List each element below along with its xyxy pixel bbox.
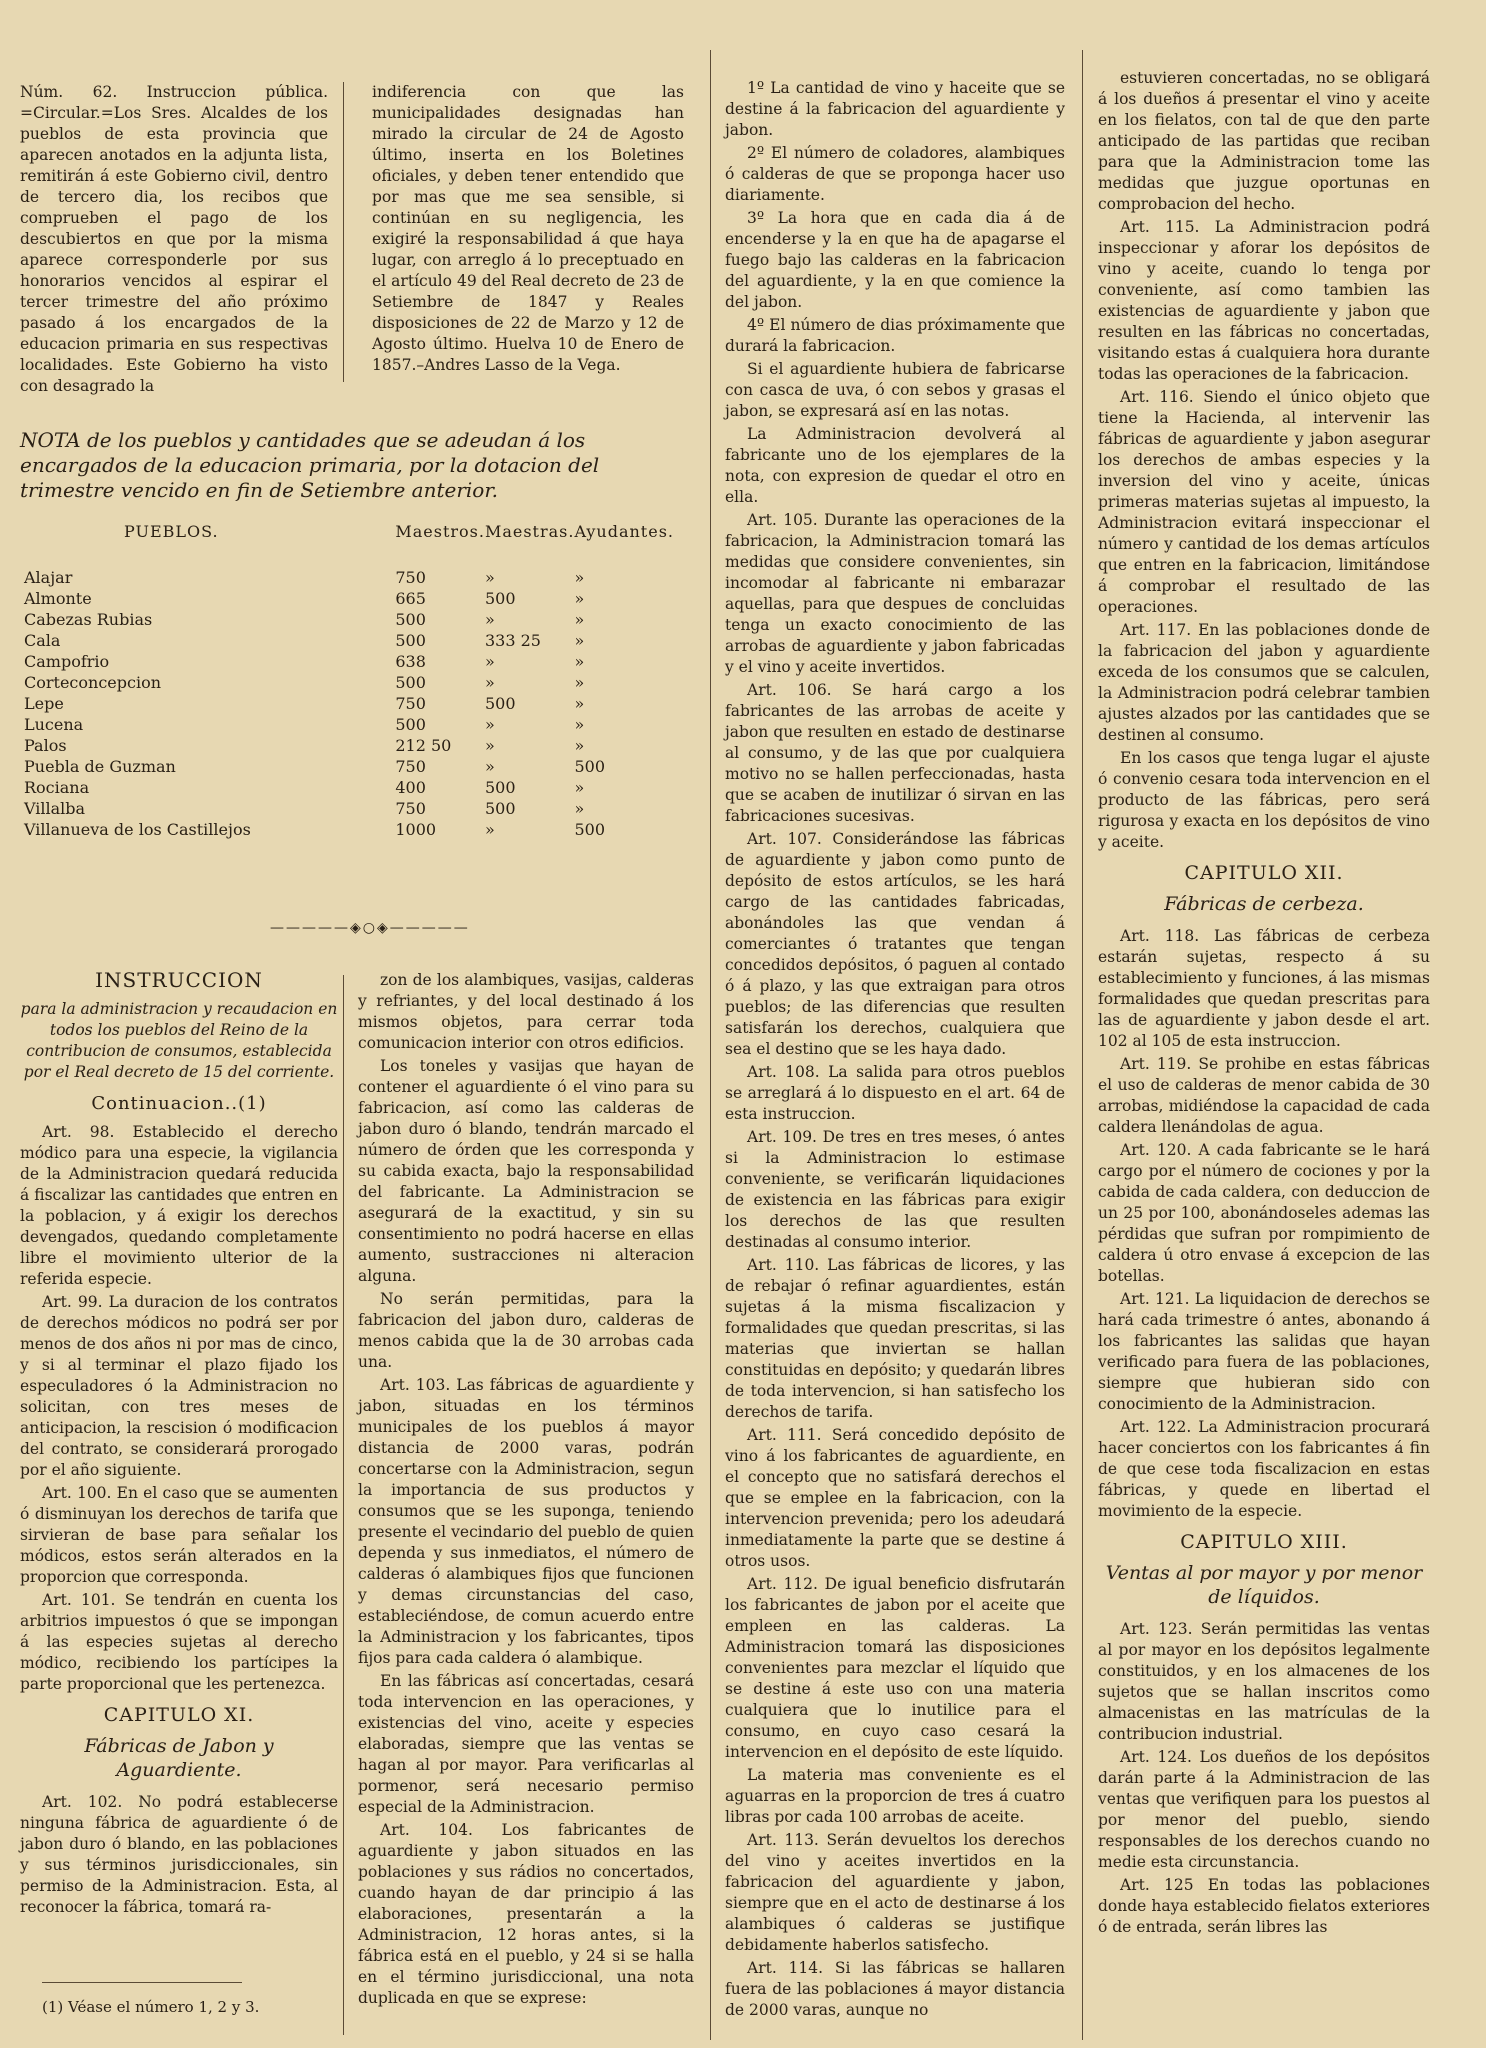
paragraph: Art. 120. A cada fabricante se le hará cargo por el número de cociones y por la cabida de cada caldera, con deduccion de un 25 por 100, abonándoseles ademas las pérdidas que sufran por rompimiento de caldera ú otro envase á excepcion de las botellas. — [1098, 1141, 1430, 1285]
maestras-cell: 500 — [484, 589, 516, 608]
table-row — [24, 735, 674, 756]
table-row — [24, 777, 674, 798]
pueblo-cell: Campofrio — [24, 652, 110, 671]
pueblo-cell: Cabezas Rubias — [24, 610, 153, 629]
maestros-cell: 750 — [395, 694, 426, 713]
maestras-cell: » — [484, 820, 495, 839]
paragraph: Art. 109. De tres en tres meses, ó antes si la Administracion lo estimase conveniente, se verificarán liquidaciones de existencia en las fábricas para exigir los derechos de las que resulten destinadas al consumo interior. — [725, 1128, 1065, 1251]
pueblo-cell: Lepe — [24, 694, 64, 713]
table-row — [24, 714, 674, 735]
pueblo-cell: Villanueva de los Castillejos — [24, 820, 251, 839]
paragraph: Art. 115. La Administracion podrá inspeccionar y aforar los depósitos de vino y aceite, cuando lo tenga por conveniente, así como tambien las existencias de aguardiente y jabon que resulten en las fábricas no concertadas, visitando estas á cualquiera hora durante todas las operaciones de la fabricacion. — [1098, 218, 1430, 383]
paragraph: Art. 98. Establecido el derecho módico para una especie, la vigilancia de la Administracion quedará reducida á fiscalizar las cantidades que entren en la poblacion, y á exigir los derechos devengados, quedando completamente libre el movimiento ulterior de la referida especie. — [20, 1123, 338, 1288]
paragraph: Art. 122. La Administracion procurará hacer conciertos con los fabricantes á fin de que cese toda fiscalizacion en estas fábricas, y quede en libertad el movimiento de la especie. — [1098, 1418, 1430, 1520]
maestras-cell: » — [484, 652, 495, 671]
instruccion-column-left — [20, 970, 338, 1920]
maestros-cell: 1000 — [395, 820, 437, 839]
paragraph: Art. 124. Los dueños de los depósitos darán parte á la Administracion de las ventas que verifiquen para los puestos al por menor del pueblo, siendo responsables de los derechos cuando no medie esta circunstancia. — [1098, 1748, 1430, 1871]
paragraph: 1º La cantidad de vino y haceite que se destine á la fabricacion del aguardiente y jabon. — [725, 79, 1065, 139]
paragraph: Art. 123. Serán permitidas las ventas al por mayor en los depósitos legalmente constituidos, y en los almacenes de los sujetos que se hallan inscritos como almacenistas en las matrículas de la contribucion industrial. — [1098, 1620, 1430, 1743]
paragraph: Art. 116. Siendo el único objeto que tiene la Hacienda, al intervenir las fábricas de aguardiente y jabon asegurar los derechos de ambas especies y la inversion del vino y aceite, únicas primeras materias sujetas al impuesto, la Administracion evitará inspeccionar el número y cantidad de los demas artículos que entren en la fabricacion, limitándose á comprobar el resultado de las operaciones. — [1098, 388, 1430, 616]
footnote: (1) Véase el número 1, 2 y 3. — [42, 1998, 260, 2016]
table-row — [24, 651, 674, 672]
maestras-cell: » — [484, 736, 495, 755]
column-rule — [1082, 50, 1083, 2040]
capitulo-xii-title: Fábricas de cerbeza. — [1164, 893, 1364, 915]
maestras-cell: » — [484, 715, 495, 734]
paragraph: 2º El número de coladores, alambiques ó calderas de que se proponga hacer uso diariamente. — [725, 144, 1065, 204]
ornament-divider: —————◈○◈————— — [270, 920, 470, 936]
paragraph: Art. 103. Las fábricas de aguardiente y jabon, situadas en los términos municipales de los pueblos á mayor distancia de 2000 varas, podrán concertarse con la Administracion, segun la importancia de sus productos y consumos que se les suponga, teniendo presente el vecindario del pueblo de quien dependa y sus inmediatos, el número de calderas ó alambiques fijos que funcionen y demas circunstancias del caso, estableciéndose, de comun acuerdo entre la Administracion y los fabricantes, tipos fijos para cada caldera ó alambique. — [358, 1376, 694, 1667]
footnote-rule — [42, 1982, 242, 1983]
paragraph: Art. 117. En las poblaciones donde de la fabricacion del jabon y aguardiente exceda de los consumos que se calculen, la Administracion podrá celebrar tambien ajustes alzados por las cantidades que se destinen al consumo. — [1098, 621, 1430, 744]
paragraph: En las fábricas así concertadas, cesará toda intervencion en las operaciones, y existencias del vino, aceite y especies elaboradas, siempre que las ventas se hagan al por mayor. Para verificarlas al pormenor, será necesario permiso especial de la Administracion. — [358, 1672, 694, 1816]
ayudantes-cell: » — [574, 589, 585, 608]
maestros-cell: 500 — [395, 715, 426, 734]
pueblo-cell: Almonte — [24, 589, 92, 608]
col-header-maestros: Maestros. — [395, 522, 485, 541]
nota-heading: NOTA de los pueblos y cantidades que se adeudan á los encargados de la educacion primaria, por la dotacion del trimestre vencido en fin de Setiembre anterior. — [20, 428, 600, 502]
maestros-cell: 750 — [395, 568, 426, 587]
maestras-cell: » — [484, 568, 495, 587]
paragraph: Art. 114. Si las fábricas se hallaren fuera de las poblaciones á mayor distancia de 2000 varas, aunque no — [725, 1959, 1065, 2019]
paragraph: Art. 110. Las fábricas de licores, y las de rebajar ó refinar aguardientes, están sujetas á la misma fiscalizacion y formalidades que quedan prescritas, si las materias que inviertan se hallan constituidas en depósito; y quedarán libres de toda intervencion, si han satisfecho los derechos de tarifa. — [725, 1256, 1065, 1421]
maestras-cell: » — [484, 673, 495, 692]
paragraph: Art. 106. Se hará cargo a los fabricantes de las arrobas de aceite y jabon que resulten en estado de destinarse al consumo, y de las que por cualquiera motivo no se hallen perfeccionadas, hasta que se acaben de inutilizar ó sirvan en las fabricaciones sucesivas. — [725, 681, 1065, 825]
column-3 — [725, 78, 1065, 2023]
capitulo-xiii: CAPITULO XIII. — [1180, 1531, 1348, 1553]
paragraph: zon de los alambiques, vasijas, calderas y refriantes, y del local destinado á los mismos objetos, para cerrar toda comunicacion interior con otros edificios. — [358, 971, 694, 1052]
col-header-maestras: Maestras. — [484, 522, 575, 541]
table-row — [24, 567, 674, 588]
table-row — [24, 693, 674, 714]
ayudantes-cell: » — [574, 799, 585, 818]
paragraph: No serán permitidas, para la fabricacion del jabon duro, calderas de menos cabida que la de 30 arrobas cada una. — [358, 1290, 694, 1371]
circular-text-right — [372, 82, 684, 378]
maestros-cell: 665 — [395, 589, 426, 608]
column-rule — [710, 50, 711, 2040]
instruccion-subtitle: para la administracion y recaudacion en todos los pueblos del Reino de la contribucion de consumos, establecida por el Real decreto de 15 del corriente. — [20, 1000, 338, 1081]
pueblo-cell: Alajar — [24, 568, 73, 587]
paragraph: Art. 104. Los fabricantes de aguardiente y jabon situados en las poblaciones y sus rádios no concertados, cuando hayan de dar principio á las elaboraciones, presentarán a la Administracion, 12 horas antes, si la fábrica está en el pueblo, y 24 si se halla en el término jurisdiccional, una nota duplicada en que se exprese: — [358, 1821, 694, 2007]
column-rule — [343, 82, 344, 382]
paragraph: En los casos que tenga lugar el ajuste ó convenio cesara toda intervencion en el producto de las fábricas, pero será rigurosa y exacta en los depósitos de vino y aceite. — [1098, 749, 1430, 851]
paragraph: Art. 100. En el caso que se aumenten ó disminuyan los derechos de tarifa que sirvieran de base para señalar los módicos, estos serán alterados en la proporcion que corresponda. — [20, 1484, 338, 1586]
capitulo-xiii-title: Ventas al por mayor y por menor de líquidos. — [1105, 1562, 1423, 1608]
paragraph: Los toneles y vasijas que hayan de contener el aguardiente ó el vino para su fabricacion, así como las calderas de jabon duro ó blando, tendrán marcado el número de órden que les corresponda y su cabida exacta, bajo la responsabilidad del fabricante. La Administracion se asegurará de la exactitud, y sin su consentimiento no podrá hacerse en ellas aumento, sustracciones ni alteracion alguna. — [358, 1057, 694, 1285]
maestros-cell: 750 — [395, 757, 426, 776]
ayudantes-cell: 500 — [574, 757, 606, 776]
maestras-cell: » — [484, 610, 495, 629]
maestros-cell: 400 — [395, 778, 426, 797]
paragraph: Art. 121. La liquidacion de derechos se hará cada trimestre ó antes, abonando á los fabricantes las salidas que hayan verificado para fuera de las poblaciones, siempre que hubieran sido con conocimiento de la Administracion. — [1098, 1290, 1430, 1413]
ayudantes-cell: » — [574, 778, 585, 797]
paragraph: Art. 111. Será concedido depósito de vino á los fabricantes de aguardiente, en el concepto que no satisfará derechos el que se emplee en la fabricacion, con la intervencion prevenida; pero los adeudará inmediatamente la parte que se destine á otros usos. — [725, 1426, 1065, 1570]
paragraph: Si el aguardiente hubiera de fabricarse con casca de uva, ó con sebos y grasas el jabon, se expresará así en las notas. — [725, 360, 1065, 420]
table-row — [24, 756, 674, 777]
paragraph: Art. 102. No podrá establecerse ninguna fábrica de aguardiente ó de jabon duro ó blando, en las poblaciones y sus términos jurisdiccionales, sin permiso de la Administracion. Esta, al reconocer la fábrica, tomará ra- — [20, 1793, 338, 1916]
col-header-ayudantes: Ayudantes. — [574, 522, 674, 541]
paragraph: 4º El número de dias próximamente que durará la fabricacion. — [725, 316, 1065, 355]
pueblos-table — [24, 522, 674, 840]
paragraph: La materia mas conveniente es el aguarras en la proporcion de tres á cuatro libras por cada 100 arrobas de aceite. — [725, 1766, 1065, 1826]
ayudantes-cell: » — [574, 694, 585, 713]
paragraph: La Administracion devolverá al fabricante uno de los ejemplares de la nota, con expresion de quedar el otro en ella. — [725, 425, 1065, 506]
table-row — [24, 588, 674, 609]
paragraph: Art. 99. La duracion de los contratos de derechos módicos no podrá ser por menos de dos años ni por mas de cinco, y si al terminar el plazo fijado los especuladores ó la Administracion no solicitan, con tres meses de anticipacion, la rescision ó modificacion del contrato, se considerará prorogado por el año siguiente. — [20, 1293, 338, 1479]
pueblo-cell: Cala — [24, 631, 61, 650]
pueblo-cell: Palos — [24, 736, 67, 755]
maestras-cell: 500 — [484, 778, 516, 797]
maestros-cell: 500 — [395, 673, 426, 692]
pueblo-cell: Lucena — [24, 715, 84, 734]
ayudantes-cell: » — [574, 568, 585, 587]
capitulo-xi: CAPITULO XI. — [103, 1704, 255, 1726]
maestras-cell: 500 — [484, 694, 516, 713]
maestros-cell: 500 — [395, 631, 426, 650]
paragraph: Art. 118. Las fábricas de cerbeza estarán sujetas, respecto á su establecimiento y funciones, á las mismas formalidades que quedan prescritas para las de aguardiente y jabon desde el art. 102 al 105 de esta instruccion. — [1098, 927, 1430, 1050]
paragraph: 3º La hora que en cada dia á de encenderse y la en que ha de apagarse el fuego bajo las calderas en la fabricacion del aguardiente, y la en que comience la del jabon. — [725, 209, 1065, 311]
ayudantes-cell: 500 — [574, 820, 606, 839]
paragraph: Art. 119. Se prohibe en estas fábricas el uso de calderas de menor cabida de 30 arrobas, midiéndose la capacidad de cada caldera llenándolas de agua. — [1098, 1055, 1430, 1136]
table-row — [24, 672, 674, 693]
paragraph: Núm. 62. Instruccion pública. =Circular.=Los Sres. Alcaldes de los pueblos de esta provincia que aparecen anotados en la adjunta lista, remitirán á este Gobierno civil, dentro de tercero dia, los recibos que comprueben el pago de los descubiertos en que por la misma aparece corresponderle por sus honorarios vencidos al espirar el tercer trimestre del año próximo pasado á los encargados de la educacion primaria en sus respectivas localidades. Este Gobierno ha visto con desagrado la — [20, 83, 328, 395]
column-4 — [1098, 68, 1430, 1940]
paragraph: Art. 113. Serán devueltos los derechos del vino y aceites invertidos en la fabricacion del aguardiente y jabon, siempre que en el acto de destinarse á los alambiques ó calderas se justifique debidamente haberlos satisfecho. — [725, 1831, 1065, 1954]
capitulo-xii: CAPITULO XII. — [1184, 862, 1344, 884]
table-row — [24, 609, 674, 630]
capitulo-xi-title: Fábricas de Jabon y Aguardiente. — [84, 1735, 274, 1781]
ayudantes-cell: » — [574, 736, 585, 755]
paragraph: Art. 105. Durante las operaciones de la fabricacion, la Administracion tomará las medidas que considere convenientes, sin incomodar al fabricante ni embarazar aquellas, para que despues de concluidas tenga un exacto conocimiento de las arrobas de aguardiente y jabon fabricadas y el vino y aceite invertidos. — [725, 511, 1065, 676]
circular-text-left — [20, 82, 328, 399]
table-row — [24, 798, 674, 819]
instruccion-title: INSTRUCCION — [95, 968, 263, 992]
paragraph: estuvieren concertadas, no se obligará á los dueños á presentar el vino y aceite en los fielatos, con tal de que den parte anticipado de las partidas que reciban para que la Administracion tome las medidas que juzgue oportunas en comprobacion del hecho. — [1098, 69, 1430, 213]
instruccion-column-right — [358, 970, 694, 2011]
pueblo-cell: Corteconcepcion — [24, 673, 162, 692]
maestros-cell: 500 — [395, 610, 426, 629]
table-row — [24, 630, 674, 651]
ayudantes-cell: » — [574, 715, 585, 734]
continuacion: Continuacion..(1) — [91, 1093, 267, 1114]
maestros-cell: 212 50 — [395, 736, 452, 755]
pueblo-cell: Rociana — [24, 778, 90, 797]
maestras-cell: » — [484, 757, 495, 776]
column-rule — [343, 975, 344, 2035]
ayudantes-cell: » — [574, 673, 585, 692]
paragraph: Art. 101. Se tendrán en cuenta los arbitrios impuestos ó que se impongan á las especies sujetas al derecho módico, recibiendo los partícipes la parte proporcional que les pertenezca. — [20, 1591, 338, 1693]
ayudantes-cell: » — [574, 631, 585, 650]
paragraph: indiferencia con que las municipalidades designadas han mirado la circular de 24 de Agosto último, inserta en los Boletines oficiales, y deben tener entendido que por mas que me sea sensible, si continúan en su negligencia, les exigiré la responsabilidad á que haya lugar, con arreglo á lo preceptuado en el artículo 49 del Real decreto de 23 de Setiembre de 1847 y Reales disposiciones de 22 de Marzo y 12 de Agosto último. Huelva 10 de Enero de 1857.–Andres Lasso de la Vega. — [372, 83, 684, 374]
maestros-cell: 638 — [395, 652, 426, 671]
ayudantes-cell: » — [574, 652, 585, 671]
paragraph: Art. 125 En todas las poblaciones donde haya establecido fielatos exteriores ó de entrada, serán libres las — [1098, 1876, 1430, 1936]
pueblo-cell: Villalba — [24, 799, 86, 818]
maestras-cell: 333 25 — [484, 631, 541, 650]
maestras-cell: 500 — [484, 799, 516, 818]
col-header-pueblos: PUEBLOS. — [124, 522, 219, 541]
pueblo-cell: Puebla de Guzman — [24, 757, 176, 776]
paragraph: Art. 112. De igual beneficio disfrutarán los fabricantes de jabon por el aceite que empleen en las calderas. La Administracion tomará las disposiciones convenientes para mezclar el líquido que se destine á este uso con una materia cualquiera que lo inutilice para el consumo, en cuyo caso cesará la intervencion en el depósito de este líquido. — [725, 1575, 1065, 1761]
maestros-cell: 750 — [395, 799, 426, 818]
paragraph: Art. 108. La salida para otros pueblos se arreglará á lo dispuesto en el art. 64 de esta instruccion. — [725, 1063, 1065, 1123]
table-row — [24, 819, 674, 840]
paragraph: Art. 107. Considerándose las fábricas de aguardiente y jabon como punto de depósito de estos artículos, se les hará cargo de las cantidades fabricadas, abonándoles las que vendan á comerciantes ó tratantes que tengan concedidos depósitos, ó paguen al contado ó á plazo, y las que extraigan para otros pueblos; de las diferencias que resulten satisfarán los derechos, cualquiera que sea el destino que se les haya dado. — [725, 830, 1065, 1058]
ayudantes-cell: » — [574, 610, 585, 629]
